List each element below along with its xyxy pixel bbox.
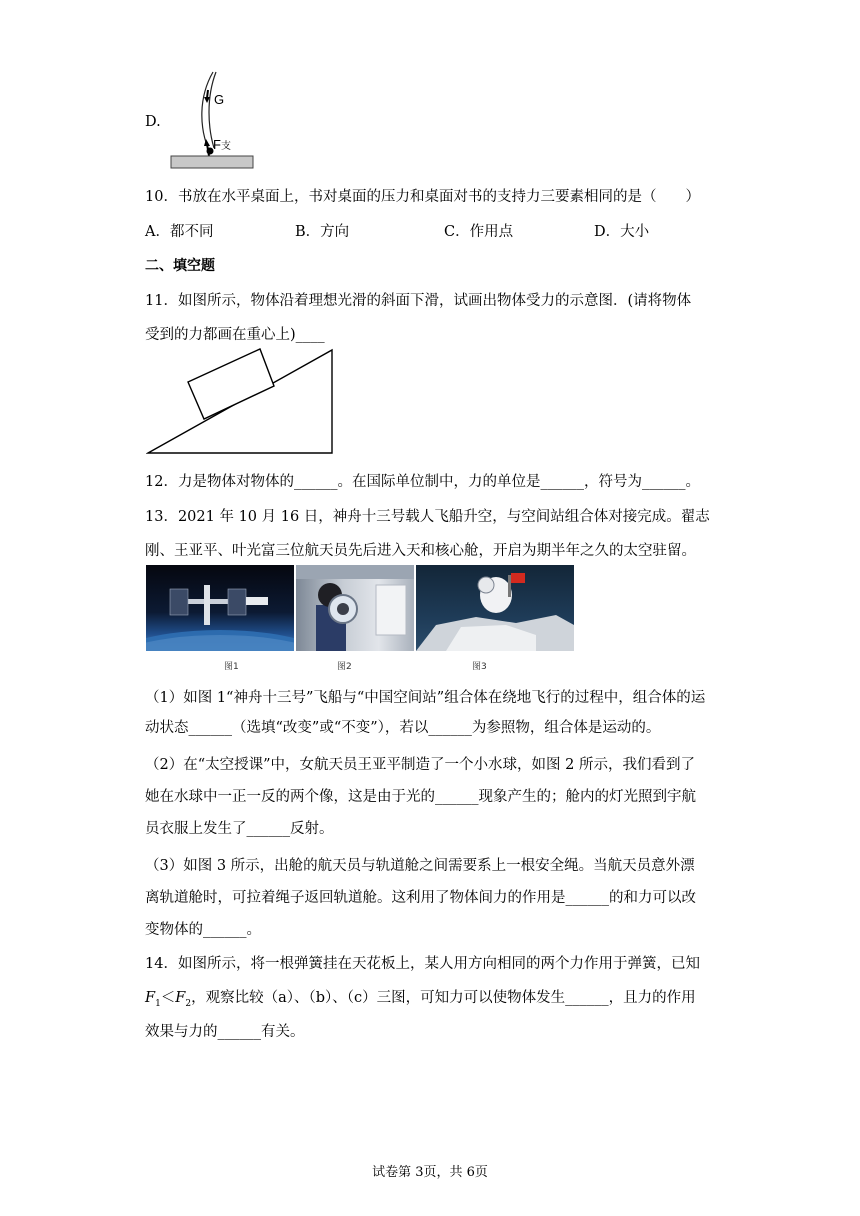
q14-line2 (145, 986, 696, 1009)
q13-sub3-line1: （3）如图 3 所示，出舱的航天员与轨道舱之间需要系上一根安全绳。当航天员意外漂 (145, 858, 695, 874)
q10-option-c: C．作用点 (444, 224, 514, 240)
force-f1-subscript: 1 (155, 998, 161, 1009)
space-station-photo (146, 565, 294, 651)
force-f1-symbol: F (145, 990, 156, 1006)
figure-3-caption: 图3 (472, 662, 487, 672)
less-than-sign: ＜ (160, 990, 176, 1006)
support-force-label (213, 137, 231, 152)
q13-line2: 刚、王亚平、叶光富三位航天员先后进入天和核心舱，开启为期半年之久的太空驻留。 (145, 543, 696, 559)
q14-line3: 效果与力的______有关。 (145, 1024, 305, 1040)
q13-sub1-line1: （1）如图 1“神舟十三号”飞船与“中国空间站”组合体在绕地飞行的过程中，组合体的运 (145, 690, 706, 706)
q14-line1: 14．如图所示，将一根弹簧挂在天花板上，某人用方向相同的两个力作用于弹簧，已知 (145, 956, 700, 972)
q11-line2: 受到的力都画在重心上)____ (145, 327, 325, 343)
incline-block-diagram (146, 346, 336, 456)
q11-line1: 11．如图所示，物体沿着理想光滑的斜面下滑，试画出物体受力的示意图．(请将物体 (145, 293, 692, 309)
figure-1-caption: 图1 (224, 662, 239, 672)
q13-sub1-line2: 动状态______（选填“改变”或“不变”），若以______为参照物，组合体是运动的。 (145, 720, 661, 736)
force-f2-subscript: 2 (185, 998, 192, 1009)
q13-sub2-line1: （2）在“太空授课”中，女航天员王亚平制造了一个小水球，如图 2 所示，我们看到了 (145, 757, 695, 773)
figure-2-caption: 图2 (337, 662, 352, 672)
q13-line1: 13．2021 年 10 月 16 日，神舟十三号载人飞船升空，与空间站组合体对接完成。翟志 (145, 509, 710, 525)
force-f2-symbol: F (175, 990, 186, 1006)
gravity-label: G (214, 92, 225, 107)
q10-stem: 10．书放在水平桌面上，书对桌面的压力和桌面对书的支持力三要素相同的是（ ） (145, 189, 700, 205)
option-d-label: D. (145, 114, 161, 130)
q10-option-d: D．大小 (594, 224, 650, 240)
q10-option-b: B．方向 (295, 224, 350, 240)
page-footer: 试卷第 3页，共 6页 (372, 1165, 488, 1180)
water-ball-photo (296, 565, 414, 651)
support-force-subscript: 支 (220, 141, 231, 152)
falling-ball-force-diagram (168, 68, 258, 170)
q13-sub3-line3: 变物体的______。 (145, 922, 261, 938)
support-force-letter: F (213, 137, 221, 152)
spacewalk-photo (416, 565, 574, 651)
q13-sub2-line3: 员衣服上发生了______反射。 (145, 821, 334, 837)
section-title: 二、填空题 (145, 258, 215, 274)
q13-sub3-line2: 离轨道舱时，可拉着绳子返回轨道舱。这利用了物体间力的作用是______的和力可以改 (145, 890, 696, 906)
q13-sub2-line2: 她在水球中一正一反的两个像，这是由于光的______现象产生的；舱内的灯光照到宇航 (145, 789, 696, 805)
q12-line1: 12．力是物体对物体的______。在国际单位制中，力的单位是______，符号为______。 (145, 474, 700, 490)
q14-line2-text: ，观察比较（a）、（b）、（c）三图，可知力可以使物体发生______，且力的作用 (191, 990, 696, 1006)
q10-option-a: A．都不同 (145, 224, 214, 240)
